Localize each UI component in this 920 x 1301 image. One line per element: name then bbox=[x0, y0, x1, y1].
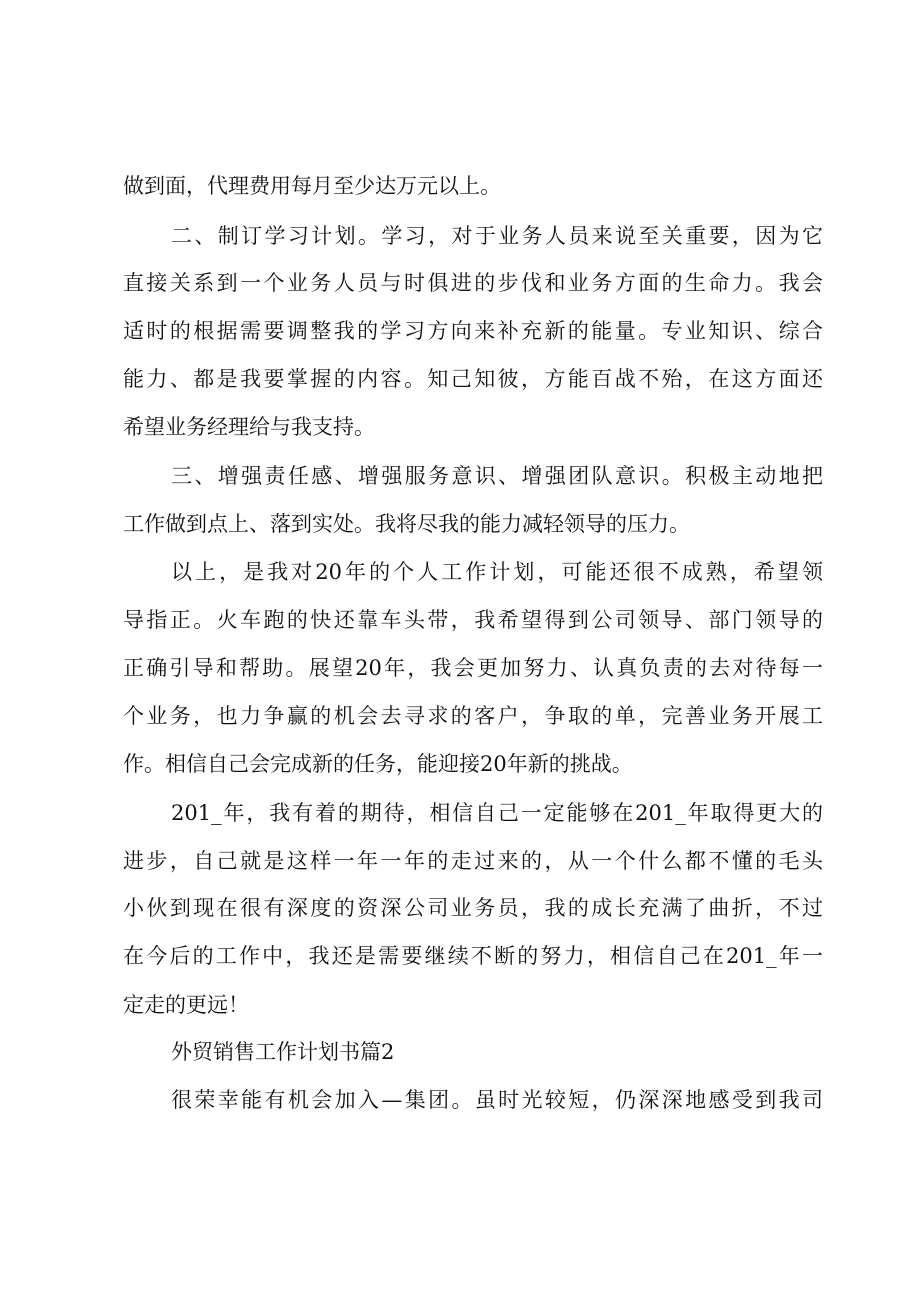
paragraph-5-first-line: 201_年，我有着的期待，相信自己一定能够在201_年取得更大的 bbox=[171, 801, 823, 825]
text-line: 适时的根据需要调整我的学习方向来补充新的能量。专业知识、综合 bbox=[123, 319, 823, 343]
text-line: 希望业务经理给与我支持。 bbox=[123, 415, 375, 439]
section-heading: 外贸销售工作计划书篇2 bbox=[171, 1040, 395, 1064]
text-line: 个业务，也力争赢的机会去寻求的客户，争取的单，完善业务开展工 bbox=[123, 704, 823, 728]
text-line: 进步，自己就是这样一年一年的走过来的，从一个什么都不懂的毛头 bbox=[123, 849, 823, 873]
text-line: 直接关系到一个业务人员与时俱进的步伐和业务方面的生命力。我会 bbox=[123, 271, 823, 295]
text-line: 在今后的工作中，我还是需要继续不断的努力，相信自己在201_年一 bbox=[123, 944, 823, 968]
paragraph-6-first-line: 很荣幸能有机会加入—集团。虽时光较短，仍深深地感受到我司 bbox=[171, 1088, 823, 1112]
text-line: 作。相信自己会完成新的任务，能迎接20年新的挑战。 bbox=[123, 752, 633, 776]
text-line: 能力、都是我要掌握的内容。知己知彼，方能百战不殆，在这方面还 bbox=[123, 367, 823, 391]
text-line: 小伙到现在很有深度的资深公司业务员，我的成长充满了曲折，不过 bbox=[123, 896, 823, 920]
text-line: 定走的更远！ bbox=[123, 993, 249, 1017]
text-line: 工作做到点上、落到实处。我将尽我的能力减轻领导的压力。 bbox=[123, 512, 690, 536]
text-line: 正确引导和帮助。展望20年，我会更加努力、认真负责的去对待每一 bbox=[123, 656, 823, 680]
paragraph-4-first-line: 以上，是我对20年的个人工作计划，可能还很不成熟，希望领 bbox=[171, 560, 823, 584]
paragraph-2-first-line: 二、制订学习计划。学习，对于业务人员来说至关重要，因为它 bbox=[171, 224, 823, 248]
text-line: 做到面，代理费用每月至少达万元以上。 bbox=[123, 174, 501, 198]
text-line: 导指正。火车跑的快还靠车头带，我希望得到公司领导、部门领导的 bbox=[123, 608, 823, 632]
paragraph-3-first-line: 三、增强责任感、增强服务意识、增强团队意识。积极主动地把 bbox=[171, 464, 823, 488]
